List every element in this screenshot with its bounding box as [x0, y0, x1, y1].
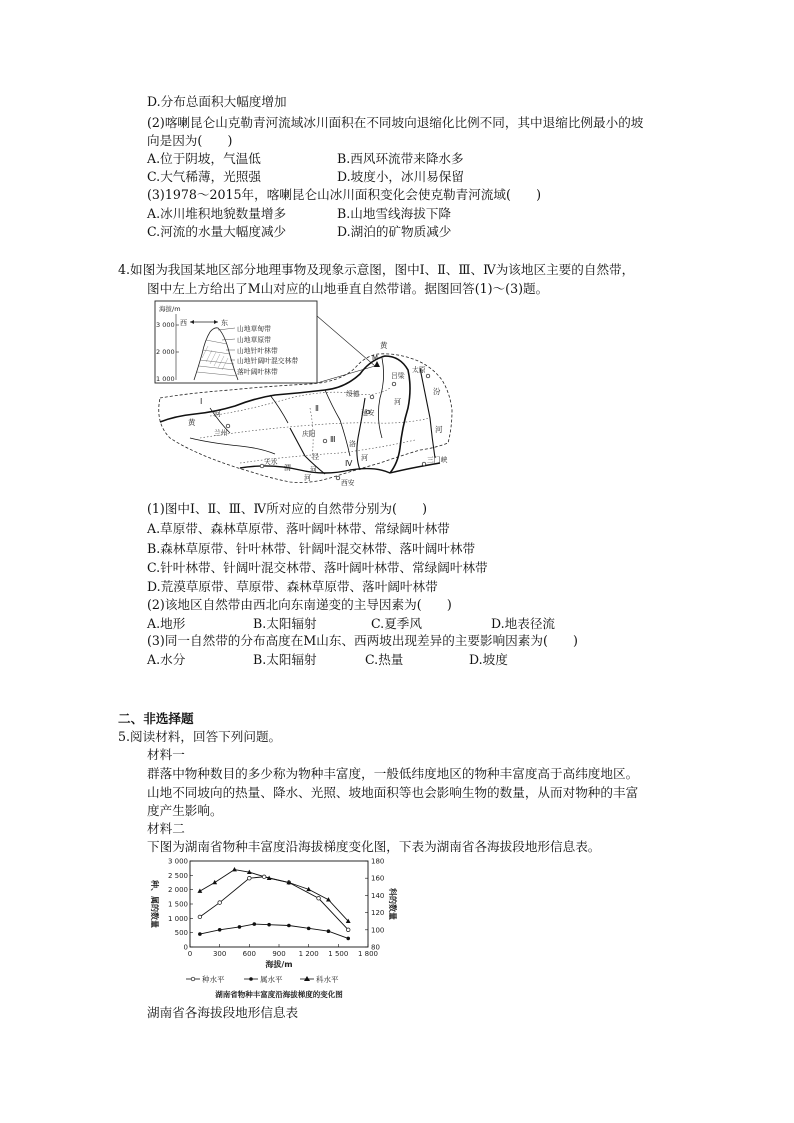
q4-sub3-option-c: C.热量 — [365, 652, 404, 667]
material-2-line-1: 下图为湖南省物种丰富度沿海拔梯度变化图，下表为湖南省各海拔段地形信息表。 — [147, 839, 601, 854]
belt-label-4: 山地针阔叶混交林带 — [237, 357, 299, 365]
q3-option-d-prev: D.分布总面积大幅度增加 — [147, 94, 287, 109]
point-genus — [327, 929, 331, 933]
q4-sub2-option-c: C.夏季风 — [371, 616, 422, 631]
point-species — [317, 896, 321, 900]
y-left-tick-label: 3 000 — [167, 857, 188, 866]
point-family — [212, 880, 217, 884]
material-1-line-1: 群落中物种数目的多少称为物种丰富度，一般低纬度地区的物种丰富度高于高纬度地区。 — [147, 766, 639, 781]
label-tianshui: 天水 — [264, 458, 278, 466]
table-title: 湖南省各海拔段地形信息表 — [147, 1005, 299, 1020]
point-species — [346, 928, 350, 932]
label-he-wei: 河 — [304, 474, 311, 482]
label-he-luo: 河 — [361, 454, 368, 462]
inset-tick-2000: 2 000 — [156, 348, 175, 356]
legend-genus: 属水平 — [260, 975, 283, 984]
point-genus — [218, 928, 222, 932]
point-genus — [198, 932, 202, 936]
inset-ylabel: 海拔/m — [159, 305, 181, 313]
y-left-axis-label: 种、属的数量 — [150, 880, 159, 928]
label-xian: 西安 — [341, 479, 355, 487]
chart-caption: 湖南省物种丰富度沿海拔梯度的变化图 — [215, 990, 343, 999]
q3-sub3-option-a: A.冰川堆积地貌数量增多 — [147, 206, 287, 221]
legend — [186, 974, 339, 984]
q3-sub3-stem: (3)1978～2015年，喀喇昆仑山冰川面积变化会使克勒青河流域( ) — [147, 187, 542, 202]
y-right-axis-label: 科的数量 — [388, 888, 397, 920]
point-genus — [238, 925, 242, 929]
label-zone-3: Ⅲ — [330, 435, 336, 444]
belt-label-5: 落叶阔叶林带 — [237, 368, 278, 376]
legend-marker-genus — [249, 977, 253, 981]
inset-tick-3000: 3 000 — [156, 321, 175, 329]
label-he-left: 河 — [214, 410, 221, 418]
label-yanan: 延安 — [361, 409, 375, 417]
label-m-mountain: M — [372, 354, 379, 362]
q3-sub3-option-b: B.山地雪线海拔下降 — [337, 206, 452, 221]
label-lvliang: 吕梁 — [391, 372, 405, 380]
material-1-title: 材料一 — [147, 747, 185, 762]
q4-sub1-option-b: B.森林草原带、针叶林带、针阔叶混交林带、落叶阔叶林带 — [147, 541, 476, 556]
y-right-tick-label: 100 — [371, 926, 385, 935]
plot-frame — [190, 861, 368, 947]
label-qingyang: 庆阳 — [302, 430, 316, 438]
legend-marker-family — [304, 976, 310, 981]
point-genus — [252, 922, 256, 926]
y-left-tick-label: 0 — [183, 943, 188, 952]
y-right-tick-label: 180 — [371, 857, 385, 866]
q4-stem: 4.如图为我国某地区部分地理事物及现象示意图，图中Ⅰ、Ⅱ、Ⅲ、Ⅳ为该地区主要的自然带， — [118, 262, 635, 277]
q4-sub2-option-d: D.地表径流 — [491, 616, 556, 631]
label-huang-top: 黄 — [380, 341, 388, 350]
y-right-tick-label: 80 — [371, 943, 380, 952]
inset-dir-west: 西 — [180, 319, 187, 327]
series-line-family — [200, 870, 348, 922]
label-taiyuan: 太原 — [412, 366, 426, 374]
q4-sub1-option-d: D.荒漠草原带、草原带、森林草原带、落叶阔叶林带 — [147, 579, 438, 594]
label-suide: 绥德 — [346, 390, 360, 398]
inset-dir-east: 东 — [221, 319, 228, 327]
belt-label-2: 山地草原带 — [237, 336, 271, 344]
y-left-tick-label: 500 — [174, 929, 188, 938]
q4-sub1-stem: (1)图中Ⅰ、Ⅱ、Ⅲ、Ⅳ所对应的自然带分别为( ) — [147, 501, 428, 516]
series-line-species — [200, 877, 348, 930]
y-right-tick-label: 140 — [371, 891, 385, 900]
label-wei: 渭 — [284, 464, 291, 472]
q3-sub2-stem-cont: 向是因为( ) — [147, 133, 233, 148]
x-tick-label: 1 200 — [298, 950, 319, 958]
x-tick-label: 1 800 — [357, 950, 379, 958]
material-1-line-2: 山地不同坡向的热量、降水、光照、坡地面积等也会影响生物的数量，从而对物种的丰富 — [147, 785, 639, 800]
inset-box — [155, 301, 317, 383]
label-luo: 洛 — [349, 440, 356, 448]
q4-sub1-option-c: C.针叶林带、针阔叶混交林带、落叶阔叶林带、常绿阔叶林带 — [147, 560, 488, 575]
point-species — [248, 876, 252, 880]
material-1-line-3: 度产生影响。 — [147, 803, 223, 818]
label-lanzhou: 兰州 — [214, 429, 228, 437]
point-family — [197, 889, 202, 893]
label-huang-left: 黄 — [188, 418, 196, 427]
legend-family: 科水平 — [316, 975, 339, 984]
belt-label-3: 山地针叶林带 — [237, 347, 278, 355]
y-left-tick-label: 2 000 — [167, 886, 188, 895]
q4-sub2-option-b: B.太阳辐射 — [253, 616, 317, 631]
label-jing: 泾 — [312, 453, 319, 461]
y-left-tick-label: 1 500 — [167, 900, 188, 909]
q4-stem-cont: 图中左上方给出了M山对应的山地垂直自然带谱。据图回答(1)～(3)题。 — [147, 281, 549, 296]
point-genus — [346, 937, 350, 941]
legend-marker-species — [191, 977, 195, 981]
label-he-jing: 河 — [310, 466, 317, 474]
x-tick-label: 900 — [272, 950, 286, 958]
q3-sub3-option-d: D.湖泊的矿物质减少 — [337, 224, 452, 239]
label-sanmenxia: 三门峡 — [427, 456, 448, 464]
q4-sub3-stem: (3)同一自然带的分布高度在M山东、西两坡出现差异的主要影响因素为( ) — [147, 633, 578, 648]
point-family — [232, 867, 237, 871]
x-tick-label: 600 — [242, 950, 257, 958]
material-2-title: 材料二 — [147, 821, 185, 836]
q3-sub2-option-c: C.大气稀薄，光照强 — [147, 169, 261, 184]
x-tick-label: 300 — [212, 950, 227, 958]
q4-sub3-option-d: D.坡度 — [469, 652, 508, 667]
point-genus — [307, 927, 311, 931]
section-heading: 二、非选择题 — [118, 711, 194, 726]
belt-label-1: 山地草甸带 — [237, 325, 271, 333]
q3-sub2-option-b: B.西风环流带来降水多 — [337, 151, 464, 166]
q3-sub2-stem: (2)喀喇昆仑山克勒青河流域冰川面积在不同坡向退缩化比例不同，其中退缩比例最小的坡 — [147, 115, 644, 130]
q4-sub2-option-a: A.地形 — [147, 616, 186, 631]
q4-sub3-option-a: A.水分 — [147, 652, 186, 667]
q3-sub3-option-c: C.河流的水量大幅度减少 — [147, 224, 287, 239]
point-species — [198, 915, 202, 919]
point-genus — [287, 924, 291, 928]
series-line-genus — [200, 924, 348, 938]
x-tick-label: 1 500 — [328, 950, 349, 958]
x-axis-label: 海拔/m — [265, 960, 293, 969]
q4-sub1-option-a: A.草原带、森林草原带、落叶阔叶林带、常绿阔叶林带 — [147, 521, 450, 536]
fen-river — [420, 368, 435, 458]
legend-species: 种水平 — [202, 975, 225, 984]
y-right-tick-label: 120 — [371, 909, 385, 918]
label-he-mid: 河 — [394, 398, 401, 406]
q3-sub2-option-d: D.坡度小，冰川易保留 — [337, 169, 464, 184]
y-left-tick-label: 1 000 — [167, 914, 188, 923]
label-he-east: 河 — [435, 425, 443, 434]
point-species — [218, 901, 222, 905]
x-tick-label: 0 — [187, 950, 193, 958]
q4-sub2-stem: (2)该地区自然带由西北向东南递变的主导因素为( ) — [147, 597, 452, 612]
label-zone-2: Ⅱ — [315, 404, 319, 413]
label-fen: 汾 — [433, 387, 441, 396]
q5-stem: 5.阅读材料，回答下列问题。 — [118, 729, 282, 744]
label-zone-4: Ⅳ — [345, 459, 353, 468]
y-right-tick-label: 160 — [371, 874, 385, 883]
species-richness-chart — [140, 853, 397, 1003]
label-zone-1: Ⅰ — [200, 397, 203, 406]
point-species — [262, 875, 266, 879]
map-figure — [150, 298, 460, 498]
y-left-tick-label: 2 500 — [167, 871, 188, 880]
point-genus — [267, 923, 271, 927]
q4-sub3-option-b: B.太阳辐射 — [253, 652, 317, 667]
q3-sub2-option-a: A.位于阴坡，气温低 — [147, 151, 261, 166]
inset-tick-1000: 1 000 — [156, 375, 175, 383]
